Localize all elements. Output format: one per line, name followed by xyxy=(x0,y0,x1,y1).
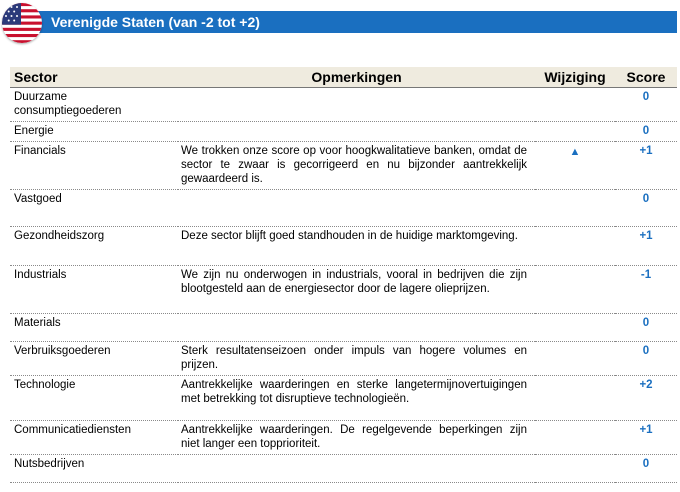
sector-score: 0 xyxy=(615,314,677,342)
sector-score: 0 xyxy=(615,122,677,142)
change-indicator xyxy=(535,266,615,314)
table-row xyxy=(10,227,677,266)
column-header-sector: Sector xyxy=(10,67,178,88)
table-row xyxy=(10,342,677,376)
table-row xyxy=(10,190,677,227)
change-indicator xyxy=(535,88,615,122)
sector-remark xyxy=(178,455,535,483)
sector-remark xyxy=(178,122,535,142)
table-row xyxy=(10,314,677,342)
page-title: Verenigde Staten (van -2 tot +2) xyxy=(51,14,260,30)
sector-name: Nutsbedrijven xyxy=(10,455,178,483)
column-header-score: Score xyxy=(615,67,677,88)
table-row xyxy=(10,376,677,421)
table-row xyxy=(10,88,677,122)
sector-score: 0 xyxy=(615,88,677,122)
table-row xyxy=(10,142,677,190)
sector-remark: Deze sector blijft goed standhouden in de huidige marktomgeving. xyxy=(178,227,535,266)
sector-score: 0 xyxy=(615,455,677,483)
sector-name: Verbruiksgoederen xyxy=(10,342,178,376)
column-header-remarks: Opmerkingen xyxy=(178,67,535,88)
change-indicator xyxy=(535,227,615,266)
sector-name: Industrials xyxy=(10,266,178,314)
sector-score: +1 xyxy=(615,227,677,266)
sector-name: Communicatiediensten xyxy=(10,421,178,455)
column-header-change: Wijziging xyxy=(535,67,615,88)
change-indicator xyxy=(535,314,615,342)
change-indicator xyxy=(535,455,615,483)
sector-name: Duurzame consumptiegoederen xyxy=(10,88,178,122)
sector-name: Energie xyxy=(10,122,178,142)
change-indicator xyxy=(535,342,615,376)
table-row xyxy=(10,455,677,483)
sector-score: 0 xyxy=(615,342,677,376)
sector-name: Gezondheidszorg xyxy=(10,227,178,266)
change-indicator xyxy=(535,376,615,421)
table-row xyxy=(10,421,677,455)
change-indicator xyxy=(535,122,615,142)
table-row xyxy=(10,266,677,314)
sector-remark: We zijn nu onderwogen in industrials, vooral in bedrijven die zijn blootgesteld aan de energiesector door de lagere olieprijzen. xyxy=(178,266,535,314)
us-flag-icon xyxy=(2,3,42,43)
sector-score: +2 xyxy=(615,376,677,421)
table-row xyxy=(10,122,677,142)
sector-score: +1 xyxy=(615,142,677,190)
sector-score: -1 xyxy=(615,266,677,314)
change-indicator xyxy=(535,421,615,455)
title-banner xyxy=(10,11,677,33)
sector-score: +1 xyxy=(615,421,677,455)
sector-name: Financials xyxy=(10,142,178,190)
sector-remark xyxy=(178,88,535,122)
sector-score: 0 xyxy=(615,190,677,227)
change-indicator xyxy=(535,190,615,227)
sector-name: Vastgoed xyxy=(10,190,178,227)
sector-remark: We trokken onze score op voor hoogkwalitatieve banken, omdat de sector te zwaar is gecorrigeerd en nu bijzonder aantrekkelijk gewaardeerd is. xyxy=(178,142,535,190)
up-arrow-icon: ▲ xyxy=(535,142,615,190)
sector-table xyxy=(10,67,677,483)
sector-remark: Aantrekkelijke waarderingen. De regelgevende beperkingen zijn niet langer een topprioriteit. xyxy=(178,421,535,455)
table-header-row xyxy=(10,67,677,88)
sector-remark xyxy=(178,314,535,342)
sector-remark: Sterk resultatenseizoen onder impuls van hogere volumes en prijzen. xyxy=(178,342,535,376)
sector-remark xyxy=(178,190,535,227)
sector-name: Technologie xyxy=(10,376,178,421)
sector-name: Materials xyxy=(10,314,178,342)
sector-remark: Aantrekkelijke waarderingen en sterke langetermijnovertuigingen met betrekking tot disruptieve technologieën. xyxy=(178,376,535,421)
